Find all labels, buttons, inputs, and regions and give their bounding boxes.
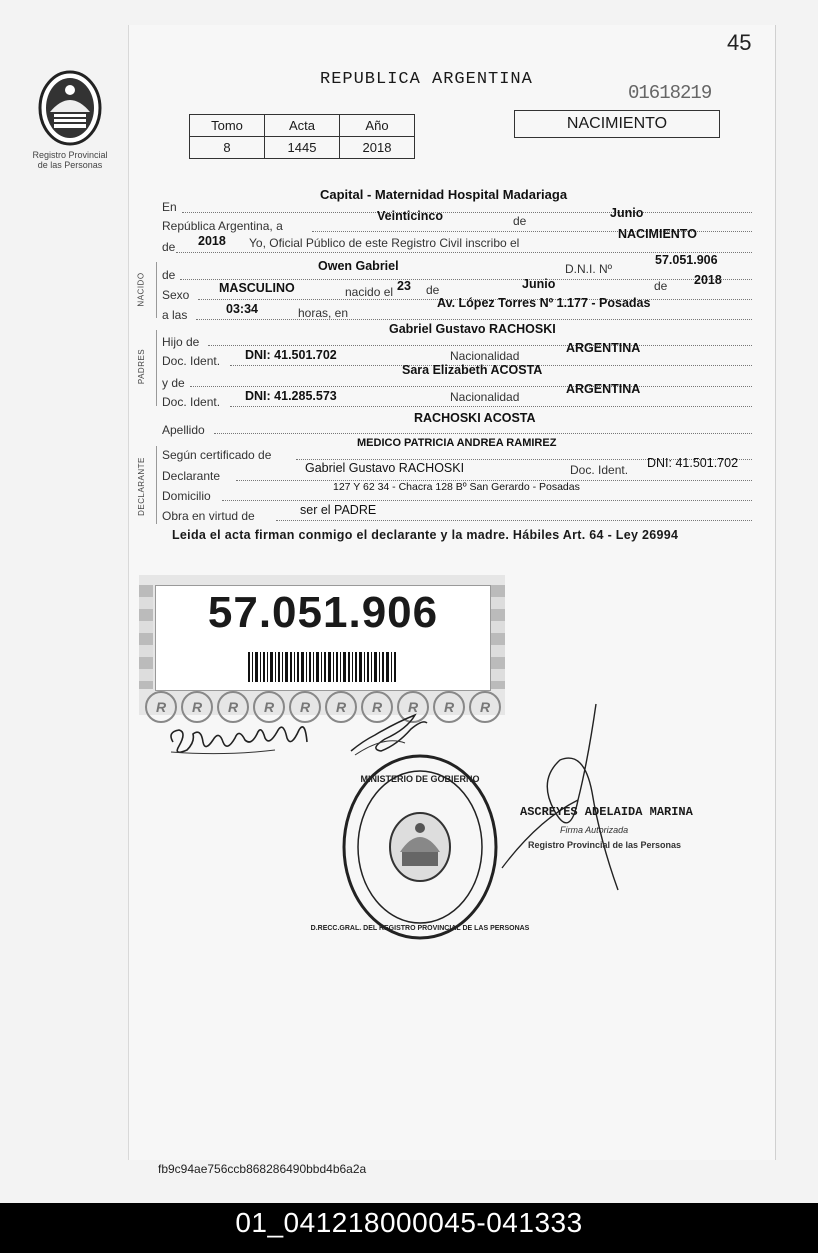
provincial-seal-icon xyxy=(36,68,104,148)
label-nacionalidad-2: Nacionalidad xyxy=(450,390,520,404)
label-apellido: Apellido xyxy=(162,423,205,437)
header-tomo: Tomo xyxy=(190,115,265,137)
label-republica: República Argentina, a xyxy=(162,219,283,233)
label-de-5: de xyxy=(654,279,668,293)
section-padres: PADRES xyxy=(137,348,147,385)
label-horas-en: horas, en xyxy=(298,306,349,320)
coin-r-10: R xyxy=(469,691,501,723)
footer-code: 01_041218000045-041333 xyxy=(235,1207,583,1238)
label-segun-certificado: Según certificado de xyxy=(162,448,272,462)
coin-r-6: R xyxy=(325,691,357,723)
label-hijo-de: Hijo de xyxy=(162,335,200,349)
label-declarante: Declarante xyxy=(162,469,221,483)
header-acta: Acta xyxy=(265,115,340,137)
coin-r-1: R xyxy=(145,691,177,723)
label-obra-en-virtud: Obra en virtud de xyxy=(162,509,255,523)
certificate-by-value: MEDICO PATRICIA ANDREA RAMIREZ xyxy=(357,437,557,449)
label-de-2: de xyxy=(162,240,176,254)
document-hash: fb9c94ae756ccb868286490bbd4b6a2a xyxy=(158,1162,367,1176)
label-yo-oficial: Yo, Oficial Público de este Registro Civil inscribo el xyxy=(249,236,520,250)
label-nacionalidad-1: Nacionalidad xyxy=(450,349,520,363)
official-role: Firma Autorizada xyxy=(560,825,629,835)
sticker-dni-number: 57.051.906 xyxy=(207,588,439,637)
coin-r-2: R xyxy=(181,691,213,723)
birth-year-value: 2018 xyxy=(694,273,722,287)
child-dni-value: 57.051.906 xyxy=(655,253,718,267)
registry-label-line1: Registro Provincial xyxy=(32,150,108,160)
registry-label xyxy=(22,150,118,170)
address-value: 127 Y 62 34 - Chacra 128 Bº San Gerardo - Posadas xyxy=(333,481,580,493)
mother-nationality-value: ARGENTINA xyxy=(566,382,641,396)
section-nacido: NACIDO xyxy=(136,272,146,307)
official-signature-icon xyxy=(498,700,618,900)
place-value: Capital - Maternidad Hospital Madariaga xyxy=(320,187,568,202)
dni-sticker xyxy=(139,575,505,715)
label-de-3: de xyxy=(162,268,176,282)
label-a-las: a las xyxy=(162,308,188,322)
label-nacido-el: nacido el xyxy=(345,285,394,299)
document-title: REPUBLICA ARGENTINA xyxy=(320,70,533,89)
coin-r-8: R xyxy=(397,691,429,723)
value-tomo: 8 xyxy=(190,137,265,159)
statement-text: Leida el acta firman conmigo el declarante y la madre. Hábiles Art. 64 - Ley 26994 xyxy=(172,528,679,542)
coin-r-7: R xyxy=(361,691,393,723)
registry-label-line2: de las Personas xyxy=(37,160,103,170)
coin-r-5: R xyxy=(289,691,321,723)
serial-number: 01618219 xyxy=(628,82,712,104)
label-doc-ident-2: Doc. Ident. xyxy=(162,395,221,409)
tomo-acta-anio-table xyxy=(189,114,415,159)
stamp-ring-text: D.RECC.GRAL. DEL REGISTRO PROVINCIAL DE LAS PERSONAS xyxy=(310,925,530,932)
label-sexo: Sexo xyxy=(162,288,190,302)
coin-r-3: R xyxy=(217,691,249,723)
birth-month-value: Junio xyxy=(522,277,556,291)
label-y-de: y de xyxy=(162,376,185,390)
by-virtue-value: ser el PADRE xyxy=(300,503,377,517)
day-words-value: Veinticinco xyxy=(377,209,443,223)
declarant-name-value: Gabriel Gustavo RACHOSKI xyxy=(305,461,465,475)
label-de-1: de xyxy=(513,214,527,228)
label-dni: D.N.I. Nº xyxy=(565,262,613,276)
act-type-value: NACIMIENTO xyxy=(618,227,697,241)
year-value: 2018 xyxy=(198,234,226,248)
official-name: ASCREYES ADELAIDA MARINA xyxy=(520,805,693,819)
value-acta: 1445 xyxy=(265,137,340,159)
coin-r-4: R xyxy=(253,691,285,723)
coin-r-9: R xyxy=(433,691,465,723)
birth-time-value: 03:34 xyxy=(226,302,258,316)
label-en: En xyxy=(162,200,177,214)
label-de-4: de xyxy=(426,283,440,297)
label-doc-ident-3: Doc. Ident. xyxy=(570,463,629,477)
value-anio: 2018 xyxy=(340,137,415,159)
stamp-inner-text: MINISTERIO DE GOBIERNO xyxy=(360,774,480,784)
declarant-signature-icon xyxy=(165,712,325,760)
month-value: Junio xyxy=(610,206,644,220)
official-stamp-icon xyxy=(310,752,530,942)
surname-value: RACHOSKI ACOSTA xyxy=(414,411,536,425)
mother-name-value: Sara Elizabeth ACOSTA xyxy=(402,363,543,377)
child-name-value: Owen Gabriel xyxy=(318,259,399,273)
record-kind-box: NACIMIENTO xyxy=(514,110,720,138)
sex-value: MASCULINO xyxy=(219,281,295,295)
section-declarante: DECLARANTE xyxy=(136,457,146,516)
barcode-icon xyxy=(248,652,398,682)
father-doc-value: DNI: 41.501.702 xyxy=(245,348,337,362)
father-name-value: Gabriel Gustavo RACHOSKI xyxy=(389,322,556,336)
official-office: Registro Provincial de las Personas xyxy=(528,840,682,850)
declarant-doc-value: DNI: 41.501.702 xyxy=(647,456,739,470)
mother-doc-value: DNI: 41.285.573 xyxy=(245,389,337,403)
birth-place-value: Av. López Torres Nº 1.177 - Posadas xyxy=(437,296,651,310)
label-domicilio: Domicilio xyxy=(162,489,211,503)
page-number: 45 xyxy=(727,30,752,55)
label-doc-ident-1: Doc. Ident. xyxy=(162,354,221,368)
header-anio: Año xyxy=(340,115,415,137)
father-nationality-value: ARGENTINA xyxy=(566,341,641,355)
birth-day-value: 23 xyxy=(397,279,411,293)
